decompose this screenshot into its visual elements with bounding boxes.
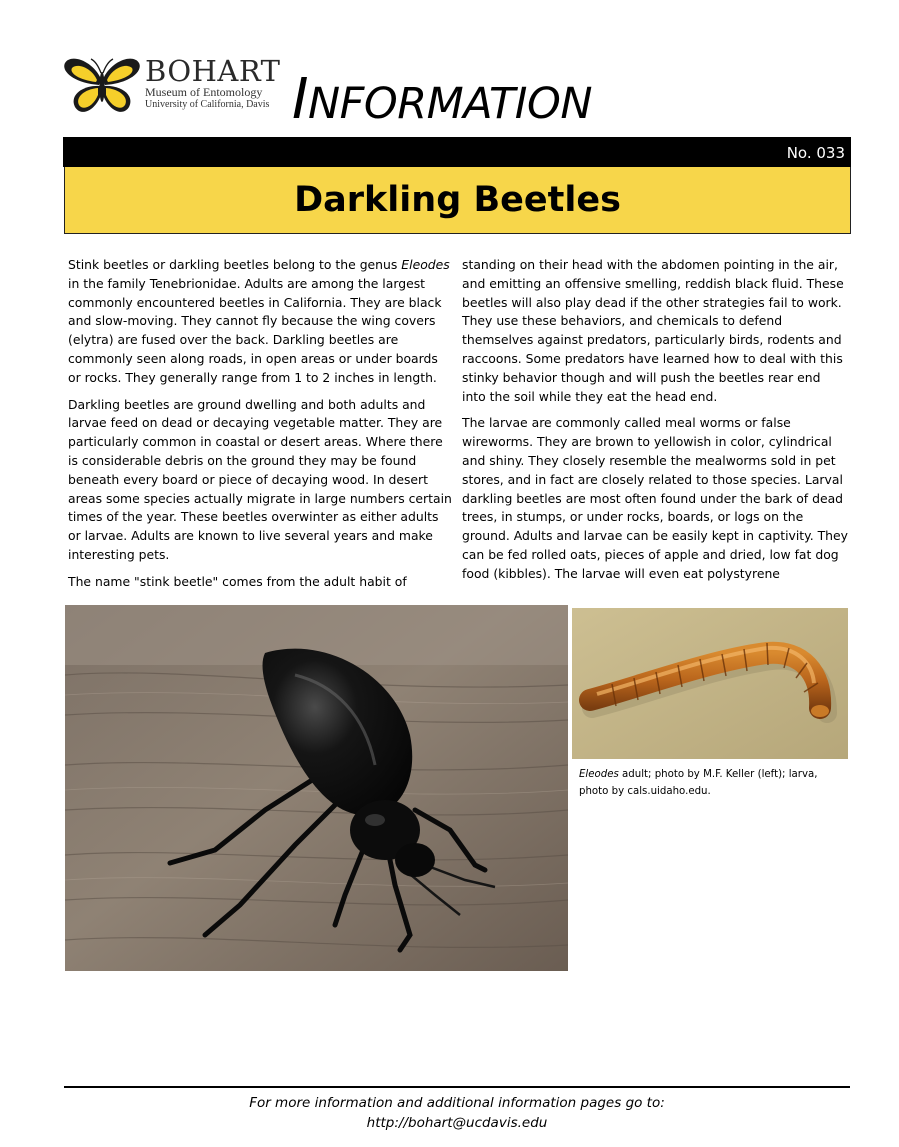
- text-line: standing on their head with the abdomen pointing in the air,: [462, 257, 838, 272]
- text-line: or larvae. Adults are known to live several years and make: [68, 528, 433, 544]
- text-line: wireworms. They are brown to yellowish in color, cylindrical: [462, 434, 832, 450]
- information-heading-rest: NFORMATION: [308, 79, 592, 129]
- butterfly-icon: [63, 55, 141, 115]
- text-line: food (kibbles). The larvae will even eat polystyrene: [462, 565, 780, 581]
- text-line: larvae feed on dead or decaying vegetable matter. They are: [68, 415, 443, 431]
- paragraph-defense: [462, 256, 854, 406]
- paragraph-name-origin: [68, 573, 458, 592]
- issue-number: No. 033: [786, 144, 845, 162]
- text-line: interesting pets.: [68, 546, 170, 562]
- footer-url: http://bohart@ucdavis.edu: [366, 1114, 548, 1131]
- text-line: areas some species actually migrate in large numbers certain: [68, 490, 452, 506]
- caption-line: [579, 766, 839, 783]
- text-line: The name "stink beetle" comes from the adult habit of: [68, 573, 407, 589]
- text-line: ground. Adults and larvae can be easily kept in captivity. They: [462, 528, 848, 544]
- text-line: [68, 256, 458, 275]
- text-line: and slow-moving. They cannot fly because the wing covers: [68, 313, 436, 329]
- text-line: particularly common in coastal or desert areas. Where there: [68, 434, 443, 450]
- text-line: (elytra) are fused over the back. Darkling beetles are: [68, 332, 399, 348]
- text-line: The larvae are commonly called meal worms or false: [462, 415, 791, 431]
- left-column: [68, 256, 458, 600]
- text-line: themselves against predators, particularly birds, rodents and: [462, 332, 842, 348]
- logo-name: BOHART: [145, 54, 281, 88]
- footer-divider: [64, 1086, 850, 1088]
- text-line: and shiny. They closely resemble the mealworms sold in pet: [462, 452, 836, 468]
- information-heading-initial: I: [292, 67, 309, 132]
- text-line: darkling beetles are most often found under the bark of dead: [462, 490, 844, 506]
- title-band: [64, 167, 851, 234]
- text-line: beetles will also play dead if the other strategies fail to work.: [462, 294, 842, 310]
- article-title: Darkling Beetles: [294, 180, 621, 220]
- text-line: commonly seen along roads, in open areas or under boards: [68, 350, 438, 366]
- text-line: stores, and in fact are closely related to those species. Larval: [462, 471, 843, 487]
- logo-university: University of California, Davis: [145, 99, 270, 110]
- text-line: They use these behaviors, and chemicals to defend: [462, 313, 783, 329]
- photo-caption: [579, 766, 839, 800]
- caption-genus: Eleodes: [579, 769, 619, 780]
- text-line: commonly encountered beetles in California. They are black: [68, 294, 442, 310]
- genus-name: Eleodes: [401, 257, 450, 272]
- text-line: Stink beetles or darkling beetles belong to the genus: [68, 257, 402, 272]
- text-line: stinky behavior though and will push the beetles rear end: [462, 369, 821, 385]
- header-bar: [63, 137, 851, 167]
- larva-photo: [572, 608, 848, 759]
- caption-text: adult; photo by M.F. Keller (left); larva,: [618, 769, 818, 780]
- text-line: raccoons. Some predators have learned how to deal with this: [462, 350, 843, 366]
- paragraph-habitat: [68, 396, 458, 565]
- paragraph-genus: [68, 256, 458, 388]
- logo-subtitle: Museum of Entomology: [145, 85, 263, 99]
- footer: [64, 1094, 850, 1133]
- text-line: trees, in stumps, or under rocks, boards, or logs on the: [462, 509, 804, 525]
- text-line: beneath every board or piece of decaying wood. In desert: [68, 471, 428, 487]
- text-line: can be fed rolled oats, pieces of apple and dried, low fat dog: [462, 546, 839, 562]
- adult-beetle-photo: [65, 605, 568, 971]
- text-line: and emitting an offensive smelling, reddish black fluid. These: [462, 275, 844, 291]
- text-line: or rocks. They generally range from 1 to 2 inches in length.: [68, 369, 437, 385]
- text-line: is considerable debris on the ground they may be found: [68, 452, 417, 468]
- information-heading: [292, 68, 592, 136]
- text-line: times of the year. These beetles overwinter as either adults: [68, 509, 439, 525]
- text-line: Darkling beetles are ground dwelling and both adults and: [68, 396, 426, 412]
- paragraph-larvae: [462, 414, 854, 583]
- text-line: in the family Tenebrionidae. Adults are among the largest: [68, 275, 426, 291]
- right-column: [462, 256, 854, 592]
- text-line: into the soil while they eat the head end.: [462, 388, 718, 404]
- museum-logo: [63, 54, 281, 117]
- caption-line: photo by cals.uidaho.edu.: [579, 786, 711, 797]
- footer-note: For more information and additional information pages go to:: [249, 1095, 665, 1111]
